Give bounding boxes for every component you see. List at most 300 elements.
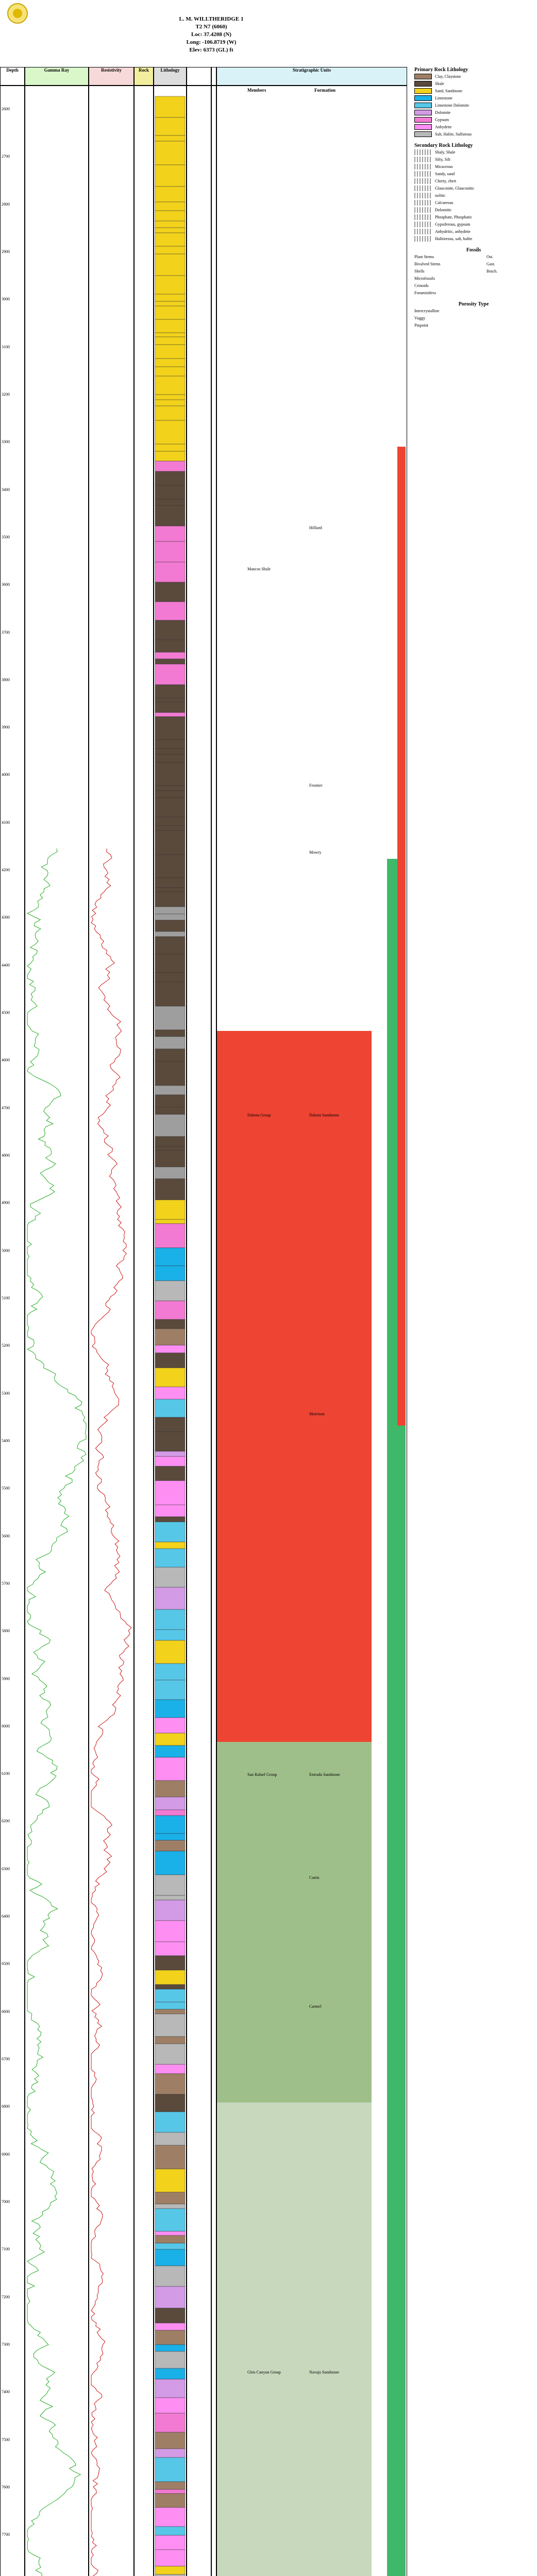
formation-label: Carmel	[309, 2004, 322, 2009]
pattern-swatch	[414, 222, 432, 227]
lithology-bed	[155, 2489, 185, 2494]
lithology-name: Sand, Sandstone	[435, 88, 462, 93]
secondary-lithology-title: Secondary Rock Lithology	[414, 143, 473, 148]
pattern-swatch	[414, 185, 432, 191]
lithology-bed	[155, 2351, 185, 2368]
lithology-track-header: Lithology	[154, 67, 187, 86]
lithology-bed	[155, 1107, 185, 1114]
lithology-bed	[155, 2204, 185, 2209]
lithology-bed	[155, 1517, 185, 1522]
depth-tick: 4500	[2, 1010, 10, 1015]
fossil-item: Plant Stems	[414, 254, 434, 259]
lithology-bed	[155, 1319, 185, 1329]
lithology-bed	[155, 1680, 185, 1700]
depth-tick: 7400	[2, 2389, 10, 2395]
lithology-bed	[155, 306, 185, 319]
depth-tick: 4800	[2, 1153, 10, 1158]
formation-label: Entrada Sandstone	[309, 1772, 340, 1777]
lithology-bed	[155, 2235, 185, 2243]
lithology-bed	[155, 2249, 185, 2266]
lithology-bed	[155, 2494, 185, 2507]
depth-tick: 5800	[2, 1629, 10, 1634]
lithology-bed	[155, 2379, 185, 2398]
secondary-lithology-item	[414, 213, 533, 221]
lithology-bed	[155, 1810, 185, 1816]
primary-lithology-item	[414, 73, 533, 80]
strat-unit-band	[217, 1031, 372, 1742]
secondary-lithology-item	[414, 184, 533, 192]
lithology-bed	[155, 117, 185, 135]
lithology-bed	[155, 1700, 185, 1718]
strat-unit-band	[217, 1742, 372, 2103]
depth-tick: 6200	[2, 1819, 10, 1824]
depth-tick: 3400	[2, 487, 10, 492]
lithology-bed	[155, 1466, 185, 1481]
lithology-bed	[155, 202, 185, 211]
porosity-item: Vuggy	[414, 315, 426, 320]
well-header	[155, 15, 268, 54]
resistivity-track-header: Resistivity	[89, 67, 134, 86]
lithology-bed	[155, 817, 185, 826]
lithology-bed	[155, 1664, 185, 1680]
lithology-bed	[155, 400, 185, 406]
depth-tick: 3700	[2, 630, 10, 635]
pattern-swatch	[414, 207, 432, 213]
lithology-bed	[155, 1049, 185, 1061]
secondary-lithology-name: Calcareous	[435, 200, 454, 205]
lithology-swatch	[414, 110, 432, 115]
lithology-bed	[155, 228, 185, 233]
member-label: Glen Canyon Group	[247, 2370, 281, 2375]
lithology-bed	[155, 505, 185, 526]
lithology-bed	[155, 713, 185, 717]
lithology-bed	[155, 254, 185, 276]
lithology-bed	[155, 451, 185, 461]
secondary-lithology-name: Micaceous	[435, 164, 453, 169]
lithology-bed	[155, 276, 185, 294]
lithology-bed	[155, 499, 185, 505]
fossil-item: Bivalved Stems	[414, 261, 441, 266]
fossil-item: Crinoids	[414, 283, 429, 288]
secondary-lithology-name: Glauconite, Glauconitic	[435, 185, 475, 191]
depth-track-header: Depth	[0, 67, 25, 86]
primary-lithology-item	[414, 94, 533, 101]
depth-tick: 6100	[2, 1771, 10, 1776]
secondary-lithology-name: Gypsiferous, gypsum	[435, 222, 471, 227]
depth-tick: 5000	[2, 1248, 10, 1253]
depth-tick: 2800	[2, 201, 10, 207]
depth-tick: 4100	[2, 820, 10, 825]
lithology-bed	[155, 1095, 185, 1107]
lithology-bed	[155, 1037, 185, 1049]
rock-track-header: Rock	[134, 67, 154, 86]
depth-tick: 7200	[2, 2294, 10, 2299]
lithology-bed	[155, 2209, 185, 2231]
lithology-bed	[155, 2192, 185, 2204]
formation-col-label: Formation	[314, 88, 335, 93]
lithology-bed	[155, 1542, 185, 1549]
porosity-track	[211, 86, 216, 2576]
fossil-item: Gast.	[486, 261, 495, 266]
depth-tick: 6400	[2, 1914, 10, 1919]
lithology-name: Shale	[435, 81, 444, 86]
depth-tick: 6700	[2, 2057, 10, 2062]
secondary-lithology-item	[414, 228, 533, 235]
secondary-lithology-name: Halitierous, salt, halite	[435, 236, 473, 241]
primary-lithology-item	[414, 116, 533, 123]
depth-tick: 3300	[2, 439, 10, 445]
lithology-bed	[155, 319, 185, 333]
lithology-name: Limestone Dolomite	[435, 103, 469, 108]
fossil-item: Shells	[414, 268, 425, 274]
depth-tick: 2900	[2, 249, 10, 254]
lithology-bed	[155, 892, 185, 907]
lithology-bed	[155, 541, 185, 562]
lithology-bed	[155, 1797, 185, 1810]
porosity-item: Pinpoint	[414, 323, 429, 328]
lithology-bed	[155, 2064, 185, 2074]
secondary-lithology-name: Dolomitic	[435, 207, 452, 212]
lithology-bed	[155, 717, 185, 740]
lithology-bed	[155, 1640, 185, 1664]
lithology-bed	[155, 1895, 185, 1900]
pattern-swatch	[414, 171, 432, 177]
lithology-bed	[155, 982, 185, 1006]
formation-label: Curtis	[309, 1875, 320, 1880]
lithology-bed	[155, 359, 185, 367]
lithology-bed	[155, 1505, 185, 1517]
fossil-track	[187, 86, 211, 2576]
pattern-swatch	[414, 164, 432, 170]
pattern-swatch	[414, 214, 432, 220]
log-curve-line	[91, 849, 131, 2576]
lithology-bed	[155, 2527, 185, 2535]
lithology-bed	[155, 1417, 185, 1432]
lithology-bed	[155, 444, 185, 451]
lithology-bed	[155, 1219, 185, 1224]
depth-tick: 6900	[2, 2151, 10, 2157]
depth-tick: 5900	[2, 1676, 10, 1681]
lithology-bed	[155, 2550, 185, 2566]
lithology-bed	[155, 2243, 185, 2249]
lithology-bed	[155, 2132, 185, 2145]
lithology-bed	[155, 831, 185, 855]
depth-tick: 5100	[2, 1295, 10, 1300]
secondary-lithology-item	[414, 235, 533, 242]
lithology-bed	[155, 1745, 185, 1757]
lithology-bed	[155, 1718, 185, 1733]
primary-lithology-item	[414, 87, 533, 94]
lithology-bed	[155, 1481, 185, 1505]
lithology-bed	[155, 1329, 185, 1345]
lithology-bed	[155, 1451, 185, 1456]
lithology-bed	[155, 2002, 185, 2009]
lithology-bed	[155, 2112, 185, 2132]
formation-label: Dakota Sandstone	[309, 1113, 339, 1117]
lithology-bed	[155, 485, 185, 499]
secondary-lithology-item	[414, 221, 533, 228]
lithology-bed	[155, 786, 185, 791]
secondary-lithology-name: Silty, Silt	[435, 157, 450, 162]
depth-tick: 6500	[2, 1961, 10, 1967]
depth-tick: 5700	[2, 1581, 10, 1586]
lithology-bed	[155, 1851, 185, 1875]
lithology-bed	[155, 2308, 185, 2323]
lithology-bed	[155, 2535, 185, 2550]
lithology-bed	[155, 141, 185, 165]
depth-tick: 3600	[2, 582, 10, 587]
secondary-lithology-name: Phosphate, Phosphatic	[435, 214, 472, 219]
lithology-bed	[155, 2009, 185, 2014]
lithology-bed	[155, 2266, 185, 2286]
lithology-bed	[155, 702, 185, 713]
lithology-bed	[155, 659, 185, 664]
lithology-bed	[155, 376, 185, 395]
depth-tick: 6800	[2, 2104, 10, 2109]
secondary-lithology-name: Cherty, chert	[435, 178, 457, 183]
logo	[7, 3, 28, 24]
depth-tick: 4700	[2, 1105, 10, 1110]
lithology-name: Dolomite	[435, 110, 451, 115]
primary-lithology-item	[414, 101, 533, 109]
lithology-name: Anhydrite	[435, 124, 452, 129]
lithology-bed	[155, 1200, 185, 1219]
depth-tick: 6300	[2, 1866, 10, 1871]
pattern-swatch	[414, 178, 432, 184]
depth-tick: 3800	[2, 677, 10, 682]
secondary-lithology-item	[414, 156, 533, 163]
lithology-bed	[155, 754, 185, 762]
primary-lithology-title: Primary Rock Lithology	[414, 67, 468, 73]
system-band-upper	[397, 447, 406, 1426]
lithology-bed	[155, 749, 185, 754]
lithology-bed	[155, 461, 185, 471]
lithology-bed	[155, 798, 185, 817]
lithology-bed	[155, 1114, 185, 1137]
lithology-bed	[155, 1609, 185, 1630]
depth-tick: 7000	[2, 2199, 10, 2205]
lithology-bed	[155, 602, 185, 620]
rock-track	[134, 86, 154, 2576]
legend	[414, 67, 533, 329]
lithology-bed	[155, 2323, 185, 2330]
lithology-bed	[155, 1567, 185, 1587]
lithology-bed	[155, 1368, 185, 1387]
lithology-bed	[155, 2413, 185, 2432]
resistivity-curve	[89, 86, 133, 2576]
member-label: Dakota Group	[247, 1113, 271, 1117]
lithology-column	[154, 86, 186, 2576]
depth-tick: 3900	[2, 725, 10, 730]
lithology-bed	[155, 2507, 185, 2527]
depth-tick: 7700	[2, 2532, 10, 2537]
lithology-track	[154, 86, 187, 2576]
pattern-swatch	[414, 193, 432, 198]
pattern-swatch	[414, 149, 432, 155]
lithology-bed	[155, 1970, 185, 1985]
lithology-bed	[155, 1549, 185, 1567]
lithology-bed	[155, 740, 185, 749]
secondary-lithology-item	[414, 148, 533, 156]
lithology-bed	[155, 920, 185, 931]
lithology-swatch	[414, 88, 432, 94]
depth-tick: 5600	[2, 1533, 10, 1538]
lithology-bed	[155, 1456, 185, 1466]
lithology-bed	[155, 1224, 185, 1248]
depth-tick: 4400	[2, 962, 10, 968]
strat-track	[216, 86, 407, 2576]
lithology-bed	[155, 1921, 185, 1942]
fossils-title: Fossils	[466, 247, 481, 253]
lithology-bed	[155, 698, 185, 702]
primary-lithology-item	[414, 80, 533, 87]
lithology-bed	[155, 406, 185, 420]
lithology-bed	[155, 165, 185, 187]
lithology-bed	[155, 2037, 185, 2044]
gamma-track-header: Gamma Ray	[25, 67, 89, 86]
lithology-bed	[155, 888, 185, 892]
secondary-lithology-item	[414, 206, 533, 213]
lithology-bed	[155, 685, 185, 698]
lithology-bed	[155, 1006, 185, 1030]
depth-tick: 3200	[2, 392, 10, 397]
formation-label: Navajo Sandstone	[309, 2370, 339, 2375]
depth-tick: 6600	[2, 2009, 10, 2014]
lithology-bed	[155, 620, 185, 640]
lithology-name: Clay, Claystone	[435, 74, 461, 79]
lithology-bed	[155, 2482, 185, 2489]
strat-track-header: Stratigraphic Units	[216, 67, 407, 86]
lithology-swatch	[414, 124, 432, 130]
lithology-bed	[155, 907, 185, 914]
depth-tick: 4600	[2, 1058, 10, 1063]
well-latitude: Loc: 37.4208 (N)	[191, 31, 231, 38]
lithology-bed	[155, 1301, 185, 1319]
lithology-bed	[155, 96, 185, 117]
lithology-bed	[155, 1875, 185, 1895]
lithology-bed	[155, 2449, 185, 2458]
lithology-bed	[155, 1985, 185, 1989]
lithology-swatch	[414, 81, 432, 87]
members-col-label: Members	[247, 88, 266, 93]
lithology-bed	[155, 395, 185, 400]
secondary-lithology-item	[414, 192, 533, 199]
lithology-bed	[155, 1942, 185, 1956]
depth-tick: 3500	[2, 534, 10, 539]
lithology-bed	[155, 246, 185, 254]
lithology-bed	[155, 2044, 185, 2064]
lithology-bed	[155, 2169, 185, 2192]
strat-column	[217, 86, 407, 2576]
lithology-bed	[155, 2231, 185, 2235]
depth-tick: 2700	[2, 154, 10, 159]
lithology-bed	[155, 301, 185, 306]
depth-tick: 4200	[2, 868, 10, 873]
depth-tick: 7500	[2, 2437, 10, 2442]
gamma-curve	[25, 86, 88, 2576]
depth-tick: 5500	[2, 1486, 10, 1491]
lithology-bed	[155, 1266, 185, 1281]
lithology-bed	[155, 1146, 185, 1150]
lithology-bed	[155, 221, 185, 228]
lithology-bed	[155, 1167, 185, 1179]
fossil-item: Microfossils	[414, 276, 435, 281]
lithology-bed	[155, 973, 185, 982]
secondary-lithology-item	[414, 163, 533, 170]
lithology-bed	[155, 1834, 185, 1840]
depth-tick: 3100	[2, 344, 10, 349]
lithology-bed	[155, 640, 185, 652]
lithology-bed	[155, 294, 185, 301]
lithology-bed	[155, 1840, 185, 1851]
lithology-bed	[155, 333, 185, 337]
lithology-bed	[155, 1061, 185, 1086]
lithology-bed	[155, 2345, 185, 2351]
resistivity-track	[89, 86, 134, 2576]
well-location-code: T2 N7 (6060)	[195, 24, 227, 30]
lithology-bed	[155, 762, 185, 786]
lithology-bed	[155, 664, 185, 685]
lithology-bed	[155, 1281, 185, 1301]
depth-tick: 4900	[2, 1200, 10, 1206]
secondary-lithology-name: Sandy, sand	[435, 171, 455, 176]
member-label: San Rafael Group	[247, 1772, 277, 1777]
lithology-bed	[155, 233, 185, 246]
depth-tick: 6000	[2, 1723, 10, 1728]
depth-tick: 5200	[2, 1343, 10, 1348]
lithology-swatch	[414, 117, 432, 123]
lithology-bed	[155, 1432, 185, 1451]
lithology-bed	[155, 2094, 185, 2112]
log-curve-line	[27, 849, 86, 2576]
lithology-name: Gypsum	[435, 117, 449, 122]
member-label: Mancos Shale	[247, 567, 271, 571]
depth-tick: 2600	[2, 107, 10, 111]
pattern-swatch	[414, 229, 432, 234]
depth-tick: 7300	[2, 2342, 10, 2347]
lithology-bed	[155, 1248, 185, 1266]
formation-label: Morrison	[309, 1412, 325, 1416]
depth-tick: 7600	[2, 2484, 10, 2489]
secondary-lithology-name: Shaly, Shale	[435, 149, 456, 155]
porosity-item: Intercrystalline	[414, 308, 440, 313]
well-longitude: Long: -106.8719 (W)	[186, 39, 237, 45]
lithology-swatch	[414, 74, 432, 79]
primary-lithology-item	[414, 130, 533, 138]
lithology-bed	[155, 791, 185, 798]
formation-label: Hilliard	[309, 526, 322, 530]
pattern-swatch	[414, 157, 432, 162]
lithology-bed	[155, 1816, 185, 1834]
secondary-lithology-item	[414, 199, 533, 206]
formation-label: Frontier	[309, 783, 323, 788]
lithology-bed	[155, 826, 185, 831]
depth-track	[0, 86, 25, 2576]
lithology-bed	[155, 2368, 185, 2379]
lithology-bed	[155, 1353, 185, 1368]
depth-tick: 7100	[2, 2247, 10, 2252]
depth-tick: 5400	[2, 1438, 10, 1443]
formation-label: Mowry	[309, 850, 322, 855]
lithology-bed	[155, 914, 185, 920]
fossil-track-header	[187, 67, 211, 86]
lithology-bed	[155, 2398, 185, 2413]
lithology-swatch	[414, 103, 432, 108]
lithology-bed	[155, 471, 185, 485]
primary-lithology-item	[414, 123, 533, 130]
lithology-bed	[155, 337, 185, 345]
lithology-bed	[155, 1630, 185, 1640]
